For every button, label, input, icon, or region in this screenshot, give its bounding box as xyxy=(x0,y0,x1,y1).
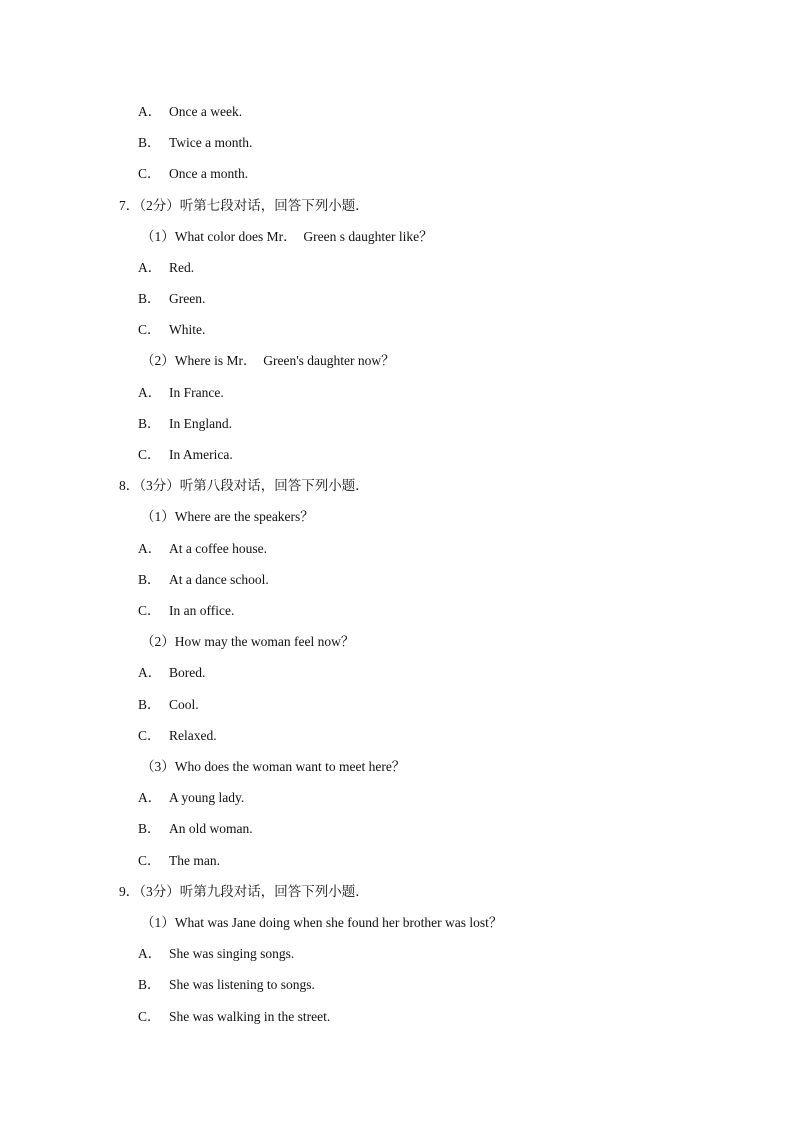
question-7-sub-2: （2）Where is Mr． Green's daughter now？ xyxy=(141,353,395,368)
option-text: At a dance school. xyxy=(169,572,269,587)
question-9-heading: 9．（3分）听第九段对话，回答下列小题． xyxy=(119,884,369,899)
option-letter: A． xyxy=(138,541,162,556)
option-a xyxy=(138,260,194,276)
option-a xyxy=(138,541,267,557)
option-a xyxy=(138,946,294,962)
option-c xyxy=(138,447,233,463)
option-text: White. xyxy=(169,322,206,337)
option-letter: B． xyxy=(138,821,161,836)
option-text: Bored. xyxy=(169,665,206,680)
option-letter: B． xyxy=(138,697,161,712)
option-letter: B． xyxy=(138,977,161,992)
option-text: She was walking in the street. xyxy=(169,1009,331,1024)
option-text: Cool. xyxy=(169,697,199,712)
option-a xyxy=(138,385,224,401)
option-letter: B． xyxy=(138,572,161,587)
option-letter: A． xyxy=(138,665,162,680)
question-8-sub-1: （1）Where are the speakers？ xyxy=(141,509,314,524)
option-a xyxy=(138,104,242,120)
option-text: In England. xyxy=(169,416,232,431)
option-letter: A． xyxy=(138,260,162,275)
question-9-sub-1: （1）What was Jane doing when she found her brother was lost？ xyxy=(141,915,503,930)
option-text: She was listening to songs. xyxy=(169,977,315,992)
option-letter: C． xyxy=(138,728,161,743)
option-b xyxy=(138,697,199,713)
option-text: In America. xyxy=(169,447,233,462)
option-text: She was singing songs. xyxy=(169,946,295,961)
option-c xyxy=(138,853,220,869)
option-letter: C． xyxy=(138,1009,161,1024)
option-letter: C． xyxy=(138,166,161,181)
option-text: Relaxed. xyxy=(169,728,217,743)
option-a xyxy=(138,665,205,681)
question-8-heading: 8．（3分）听第八段对话，回答下列小题． xyxy=(119,478,369,493)
option-text: In an office. xyxy=(169,603,235,618)
option-letter: A． xyxy=(138,104,162,119)
option-b xyxy=(138,572,269,588)
question-8-sub-2: （2）How may the woman feel now？ xyxy=(141,634,355,649)
option-c xyxy=(138,166,248,182)
option-c xyxy=(138,1009,330,1025)
option-letter: A． xyxy=(138,790,162,805)
option-text: An old woman. xyxy=(169,821,253,836)
option-text: Once a month. xyxy=(169,166,249,181)
option-text: Once a week. xyxy=(169,104,243,119)
option-letter: C． xyxy=(138,853,161,868)
option-b xyxy=(138,135,252,151)
option-text: In France. xyxy=(169,385,224,400)
option-letter: C． xyxy=(138,322,161,337)
question-7-sub-1: （1）What color does Mr． Green s daughter like？ xyxy=(141,229,433,244)
option-c xyxy=(138,322,205,338)
question-8-sub-3: （3）Who does the woman want to meet here？ xyxy=(141,759,406,774)
option-b xyxy=(138,291,205,307)
question-7-heading: 7．（2分）听第七段对话，回答下列小题． xyxy=(119,198,369,213)
option-text: At a coffee house. xyxy=(169,541,267,556)
option-letter: C． xyxy=(138,603,161,618)
option-text: Red. xyxy=(169,260,195,275)
option-b xyxy=(138,416,232,432)
option-text: A young lady. xyxy=(169,790,245,805)
option-a xyxy=(138,790,244,806)
option-letter: A． xyxy=(138,385,162,400)
option-b xyxy=(138,821,253,837)
option-text: Twice a month. xyxy=(169,135,253,150)
option-c xyxy=(138,603,234,619)
option-text: Green. xyxy=(169,291,206,306)
option-letter: A． xyxy=(138,946,162,961)
option-letter: B． xyxy=(138,416,161,431)
option-letter: B． xyxy=(138,291,161,306)
option-text: The man. xyxy=(169,853,220,868)
option-b xyxy=(138,977,315,993)
option-letter: C． xyxy=(138,447,161,462)
option-letter: B． xyxy=(138,135,161,150)
option-c xyxy=(138,728,217,744)
